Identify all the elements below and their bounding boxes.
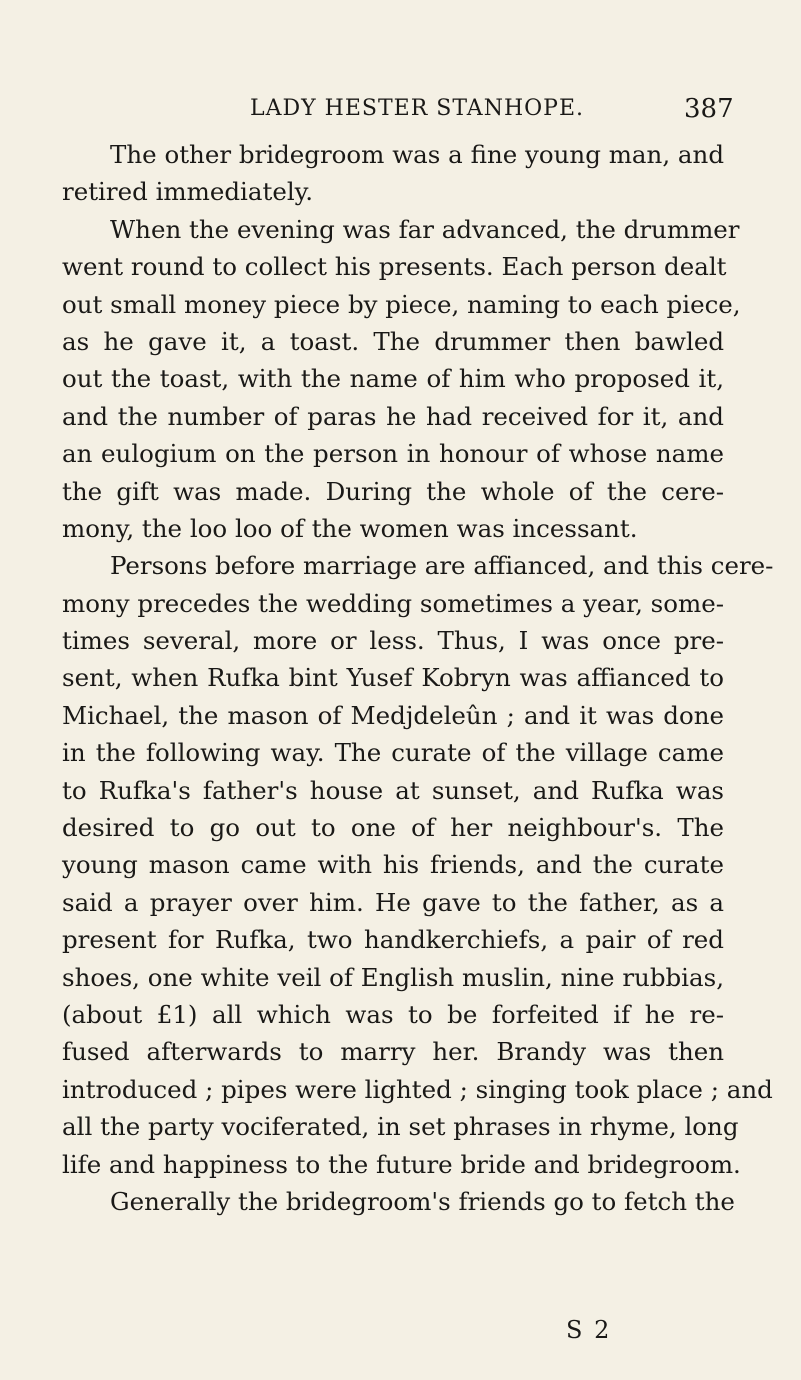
text-line: Michael, the mason of Medjdeleûn ; and it was done [62,700,724,730]
running-title: LADY HESTER STANHOPE. [250,96,585,121]
text-line: and the number of paras he had received for it, and [62,401,724,431]
text-line: fused afterwards to marry her. Brandy was then [62,1037,724,1067]
text-line: present for Rufka, two handkerchiefs, a pair of red [62,925,724,955]
text-line: in the following way. The curate of the village came [62,738,724,768]
page-number: 387 [684,94,734,124]
text-line: young mason came with his friends, and the curate [62,850,724,880]
text-line: retired immediately. [62,177,314,207]
text-line: The other bridegroom was a fine young man, and [110,140,724,169]
text-line: introduced ; pipes were lighted ; singing took place ; and [62,1074,773,1104]
text-line: sent, when Rufka bint Yusef Kobryn was affianced to [62,663,724,693]
text-line: times several, more or less. Thus, I was once pre- [62,626,724,656]
text-line: life and happiness to the future bride and bridegroom. [62,1149,741,1179]
signature-mark: S 2 [566,1316,612,1344]
text-line: out the toast, with the name of him who proposed it, [62,364,724,394]
text-line: Persons before marriage are affianced, and this cere- [110,551,774,581]
text-line: went round to collect his presents. Each person dealt [62,252,727,282]
text-line: the gift was made. During the whole of the cere- [62,476,724,506]
text-line: mony, the loo loo of the women was incessant. [62,513,638,543]
text-line: to Rufka's father's house at sunset, and Rufka was [62,775,724,805]
text-line: all the party vociferated, in set phrases in rhyme, long [62,1112,739,1142]
text-line: When the evening was far advanced, the drummer [110,214,740,244]
text-line: as he gave it, a toast. The drummer then bawled [62,326,724,356]
text-line: desired to go out to one of her neighbour's. The [62,813,724,843]
text-line: Generally the bridegroom's friends go to fetch the [110,1186,735,1216]
body-text [62,136,774,1220]
text-line: out small money piece by piece, naming to each piece, [62,289,741,319]
text-line: mony precedes the wedding sometimes a year, some- [62,588,724,618]
text-line: (about £1) all which was to be forfeited if he re- [62,999,724,1029]
text-line: said a prayer over him. He gave to the father, as a [62,887,724,917]
text-line: shoes, one white veil of English muslin, nine rubbias, [62,962,724,992]
text-line: an eulogium on the person in honour of whose name [62,439,724,469]
